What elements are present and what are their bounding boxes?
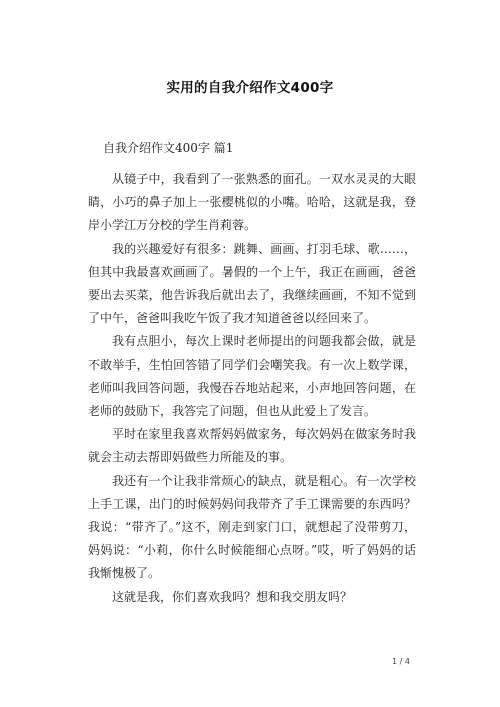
paragraph-6: 这就是我，你们喜欢我吗？想和我交朋友吗？	[112, 589, 353, 604]
paragraph-2: 我的兴趣爱好有很多：跳舞、画画、打羽毛球、歌……，但其中我最喜欢画画了。暑假的一个上午，我正在画画，爸爸要出去买菜，他告诉我后就出去了，我继续画画，不知不觉到了中午，爸爸叫我吃午饭了我才知道爸爸以经回来了。	[88, 241, 416, 326]
paragraph-1: 从镜子中，我看到了一张熟悉的面孔。一双水灵灵的大眼睛，小巧的鼻子加上一张樱桃似的小嘴。哈哈，这就是我，登岸小学江万分校的学生肖莉蓉。	[88, 172, 416, 233]
document-body	[88, 168, 416, 609]
document-title: 实用的自我介绍作文400字	[166, 80, 334, 96]
section-heading: 自我介绍作文400字 篇1	[103, 141, 234, 155]
paragraph-5: 我还有一个让我非常烦心的缺点，就是粗心。有一次学校上手工课，出门的时候妈妈问我带齐了手工课需要的东西吗？我说：“带齐了。”这不，刚走到家门口，就想起了没带剪刀，妈妈说：“小莉，你什么时候能细心点呀。”哎，听了妈妈的话我惭愧极了。	[88, 473, 416, 581]
page-number: 1 / 4	[392, 657, 410, 666]
paragraph-3: 我有点胆小，每次上课时老师提出的问题我都会做，就是不敢举手，生怕回答错了同学们会嘲笑我。有一次上数学课，老师叫我回答问题，我慢吞吞地站起来，小声地回答问题，在老师的鼓励下，我答完了问题，但也从此爱上了发言。	[88, 334, 416, 419]
paragraph-4: 平时在家里我喜欢帮妈妈做家务，每次妈妈在做家务时我就会主动去帮即妈做些力所能及的事。	[88, 427, 416, 465]
